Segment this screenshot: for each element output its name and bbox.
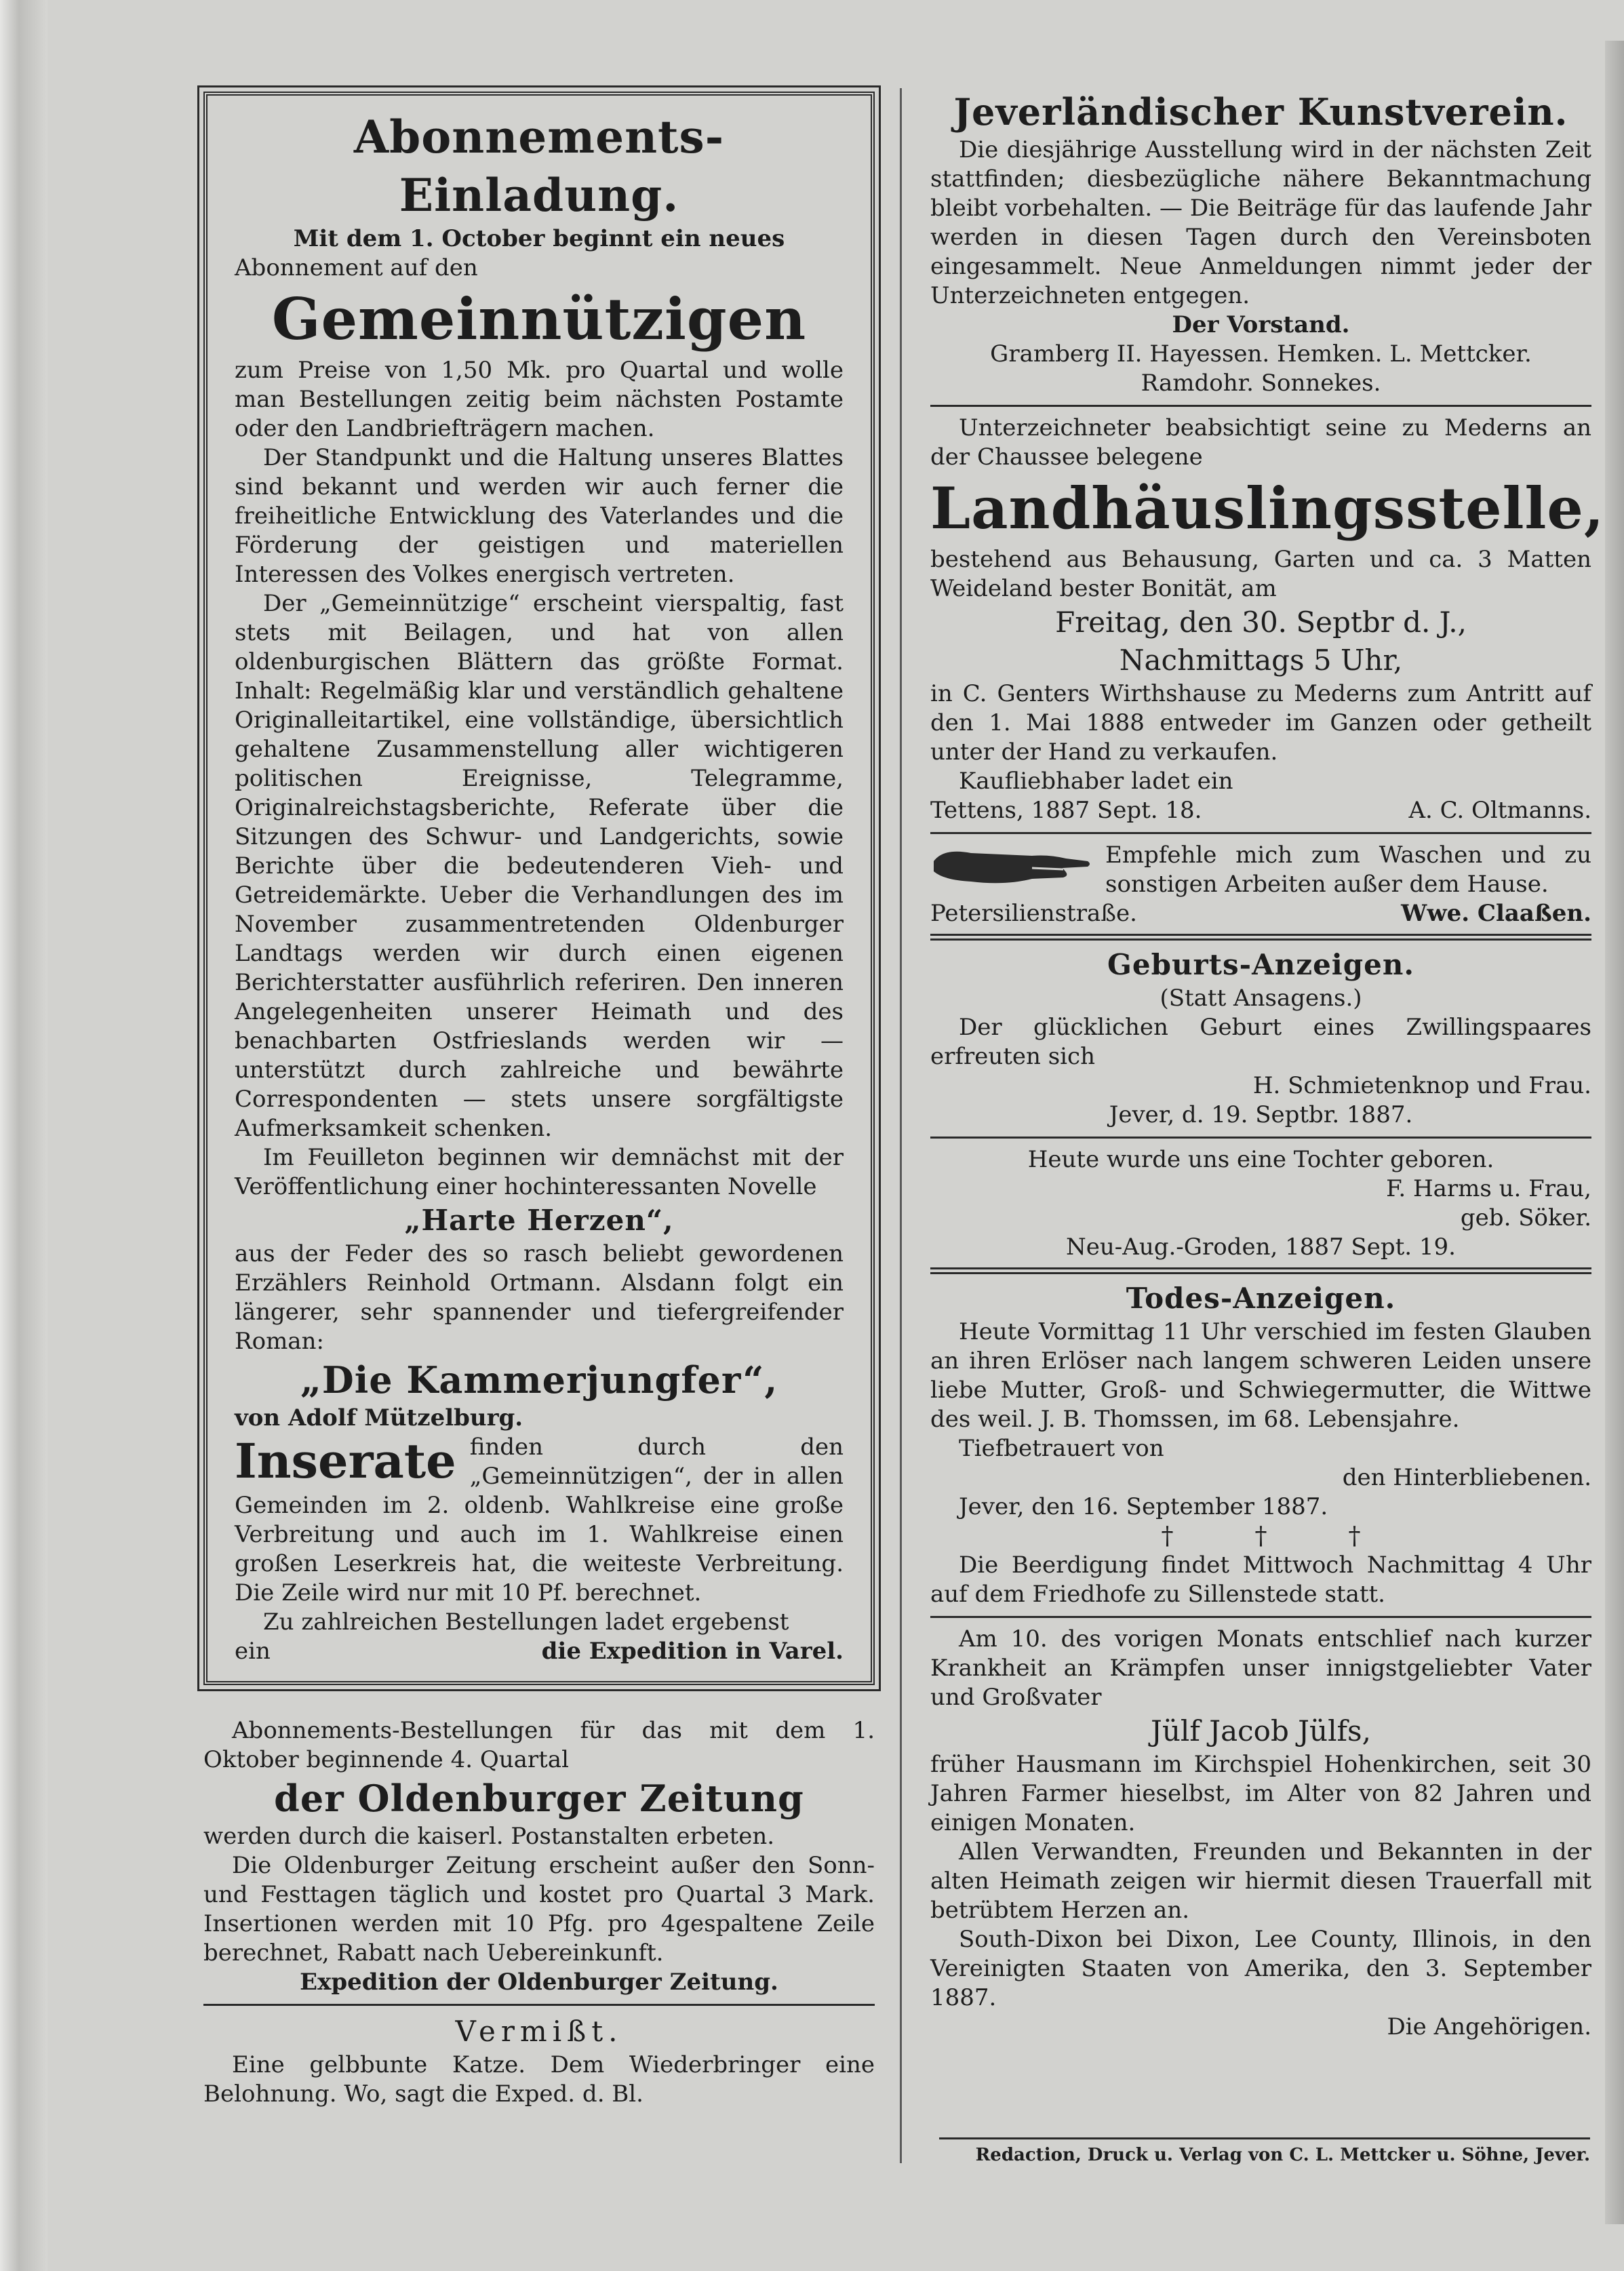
kunst-names-1: Gramberg II. Hayessen. Hemken. L. Mettcker. xyxy=(990,340,1532,368)
washing-street: Petersilienstraße. xyxy=(930,900,1137,927)
washing-signature: Wwe. Claaßen. xyxy=(1401,900,1591,927)
divider-rule xyxy=(930,832,1591,834)
inserate-heading: Inserate xyxy=(235,1433,456,1489)
column-divider xyxy=(900,88,902,2163)
kunstverein-notice xyxy=(930,88,1591,398)
death-paragraph-4: Allen Verwandten, Freunden und Bekannten in der alten Heimath zeigen wir hiermit diesen Trauerfall mit betrübtem Herzen an. xyxy=(930,1838,1591,1924)
kunst-board: Der Vorstand. xyxy=(1172,311,1350,338)
death-paragraph-1: Heute Vormittag 11 Uhr verschied im festen Glauben an ihren Erlöser nach langem schweren Leiden unsere liebe Mutter, Groß- und Schwiegermutter, die Wittwe des weil. J. B. Thomssen, im 68. Lebensjahre. xyxy=(930,1318,1591,1433)
oz-signature: Expedition der Oldenburger Zeitung. xyxy=(300,1969,778,1996)
missing-title: Vermißt. xyxy=(455,2015,623,2048)
novel-1-paragraph: aus der Feder des so rasch beliebt gewordenen Erzählers Reinhold Ortmann. Alsdann folgt ein längerer, sehr spannender und tiefergreifender Roman: xyxy=(235,1240,844,1355)
birth-date-2: Neu-Aug.-Groden, 1887 Sept. 19. xyxy=(1066,1233,1456,1261)
novel-2-title: „Die Kammerjungfer“, xyxy=(300,1358,778,1402)
closing-paragraph: Zu zahlreichen Bestellungen ladet ergebenst xyxy=(263,1608,789,1636)
birth-signature-1: H. Schmietenknop und Frau. xyxy=(1252,1072,1591,1099)
washing-text: Empfehle mich zum Waschen und zu sonstigen Arbeiten außer dem Hause. xyxy=(1105,842,1591,898)
death-name: Jülf Jacob Jülfs, xyxy=(1151,1714,1371,1747)
death-paragraph-5: South-Dixon bei Dixon, Lee County, Illinois, in den Vereinigten Staaten von Amerika, den 3. September 1887. xyxy=(930,1926,1591,2011)
price-paragraph: zum Preise von 1,50 Mk. pro Quartal und wolle man Bestellungen zeitig beim nächsten Postamte oder den Landbriefträgern machen. xyxy=(235,357,844,442)
washing-ad xyxy=(930,841,1591,928)
closing-ein: ein xyxy=(235,1638,271,1665)
subscription-invitation-box xyxy=(203,92,875,1685)
birth-signature-2a: F. Harms u. Frau, xyxy=(1386,1175,1591,1202)
inserate-paragraph: finden durch den „Gemeinnützigen“, der in allen Gemeinden im 2. oldenb. Wahlkreise eine große Verbreitung und auch im 1. Wahlkreise einen großen Leserkreis hat, die weiteste Verbreitung. Die Zeile wird nur mit 10 Pf. berechnet. xyxy=(235,1434,844,1606)
birth-announcements xyxy=(930,946,1591,1262)
birth-signature-2b: geb. Söker. xyxy=(1460,1204,1591,1231)
divider-rule xyxy=(930,1137,1591,1139)
divider-rule xyxy=(930,1616,1591,1618)
oz-title: der Oldenburger Zeitung xyxy=(274,1777,804,1820)
crosses-row xyxy=(930,1522,1591,1551)
birth-title: Geburts-Anzeigen. xyxy=(1107,948,1414,981)
land-paragraph-1: bestehend aus Behausung, Garten und ca. 3 Matten Weideland bester Bonität, am xyxy=(930,546,1591,602)
death-announcements xyxy=(930,1280,1591,2042)
page-right-edge xyxy=(1605,41,1624,2224)
page-binding-edge xyxy=(0,0,47,2271)
land-signature-row xyxy=(930,796,1591,825)
double-divider-rule xyxy=(930,1267,1591,1274)
right-column xyxy=(930,88,1605,2042)
death-title: Todes-Anzeigen. xyxy=(1126,1282,1396,1315)
birth-paragraph-1: Der glücklichen Geburt eines Zwillingspaares erfreuten sich xyxy=(930,1014,1591,1070)
birth-date-1: Jever, d. 19. Septbr. 1887. xyxy=(1109,1101,1413,1128)
death-mourn: Tiefbetrauert von xyxy=(959,1435,1164,1462)
birth-paragraph-2: Heute wurde uns eine Tochter geboren. xyxy=(1027,1146,1494,1173)
left-column xyxy=(203,92,875,2109)
land-paragraph-3: Kaufliebhaber ladet ein xyxy=(959,768,1233,795)
box-intro-line-2: Abonnement auf den xyxy=(235,254,478,281)
double-divider-rule xyxy=(930,934,1591,941)
oldenburger-zeitung-ad xyxy=(203,1716,875,1997)
pointing-hand-icon xyxy=(930,841,1093,888)
washing-ad-body xyxy=(930,841,1591,899)
death-paragraph-2: Am 10. des vorigen Monats entschlief nach kurzer Krankheit an Krämpfen unser innigstgeliebter Vater und Großvater xyxy=(930,1625,1591,1711)
inserate-block xyxy=(235,1433,844,1608)
death-paragraph-3: früher Hausmann im Kirchspiel Hohenkirchen, seit 30 Jahren Farmer hieselbst, im Alter von 82 Jahren und einigen Monaten. xyxy=(930,1751,1591,1836)
death-funeral: Die Beerdigung findet Mittwoch Nachmittag 4 Uhr auf dem Friedhofe zu Sillenstede statt. xyxy=(930,1552,1591,1608)
land-intro: Unterzeichneter beabsichtigt seine zu Mederns an der Chaussee belegene xyxy=(930,414,1591,471)
oz-line: werden durch die kaiserl. Postanstalten erbeten. xyxy=(203,1823,775,1850)
death-signature: Die Angehörigen. xyxy=(1387,2013,1591,2040)
landhaus-sale-ad xyxy=(930,414,1605,825)
oz-intro: Abonnements-Bestellungen für das mit dem 1. Oktober beginnende 4. Quartal xyxy=(203,1717,875,1773)
birth-subtitle: (Statt Ansagens.) xyxy=(1160,985,1362,1012)
standpoint-paragraph: Der Standpunkt und die Haltung unseres Blattes sind bekannt und werden wir auch ferner die freiheitliche Entwicklung des Vaterlandes und die Förderung der geistigen und materiellen Interessen des Volkes energisch vertreten. xyxy=(235,444,844,588)
paper-name: Gemeinnützigen xyxy=(271,285,807,353)
missing-cat-ad xyxy=(203,2013,875,2109)
land-signature: A. C. Oltmanns. xyxy=(1408,797,1591,824)
land-title: Landhäuslingsstelle, xyxy=(930,475,1605,542)
kunst-names-2: Ramdohr. Sonnekes. xyxy=(1141,370,1381,397)
closing-signature-row xyxy=(235,1637,844,1666)
divider-rule xyxy=(203,2004,875,2006)
death-mourn-signature: den Hinterbliebenen. xyxy=(1342,1464,1591,1491)
cross-icon: † xyxy=(1348,1522,1361,1550)
oz-paragraph: Die Oldenburger Zeitung erscheint außer den Sonn- und Festtagen täglich und kostet pro Quartal 3 Mark. Insertionen werden mit 10 Pfg. pro 4gespaltene Zeile berechnet, Rabatt nach Uebereinkunft. xyxy=(203,1852,875,1967)
missing-text: Eine gelbbunte Katze. Dem Wiederbringer eine Belohnung. Wo, sagt die Exped. d. Bl. xyxy=(203,2051,875,2108)
washing-signature-row xyxy=(930,899,1591,928)
imprint-footer: Redaction, Druck u. Verlag von C. L. Mettcker u. Söhne, Jever. xyxy=(939,2137,1590,2167)
box-intro-line-1: Mit dem 1. October beginnt ein neues xyxy=(293,225,785,252)
novel-1-title: „Harte Herzen“, xyxy=(404,1204,674,1237)
content-paragraph: Der „Gemeinnützige“ erscheint vierspaltig, fast stets mit Beilagen, und hat von allen oldenburgischen Blättern das größte Format. Inhalt: Regelmäßig klar und verständlich gehaltene Originalleitartikel, eine vollständige, übersichtlich gehaltene Zusammenstellung aller wichtigeren politischen Ereignisse, Telegramme, Originalreichstagsberichte, Referate über die Sitzungen des Schwur- und Landgerichts, sowie Berichte über die bedeutenderen Vieh- und Getreidemärkte. Ueber die Verhandlungen des im November zusammentretenden Oldenburger Landtags werden wir durch einen eigenen Berichterstatter ausführlich referiren. Den inneren Angelegenheiten unserer Heimath und des benachbarten Ostfrieslands werden wir — unterstützt durch zahlreiche und bewährte Correspondenten — stets unsere sorgfältigste Aufmerksamkeit schenken. xyxy=(235,590,844,1142)
closing-signature: die Expedition in Varel. xyxy=(541,1638,844,1665)
kunst-paragraph: Die diesjährige Ausstellung wird in der nächsten Zeit stattfinden; diesbezügliche nähere Bekanntmachung bleibt vorbehalten. — Die Beiträge für das laufende Jahr werden in diesen Tagen durch den Vereinsboten eingesammelt. Neue Anmeldungen nimmt jeder der Unterzeichneten entgegen. xyxy=(930,136,1591,309)
divider-rule xyxy=(930,405,1591,407)
land-time: Nachmittags 5 Uhr, xyxy=(1119,644,1403,677)
land-date: Freitag, den 30. Septbr d. J., xyxy=(1055,606,1467,639)
box-title: Abonnements-Einladung. xyxy=(353,111,725,222)
death-date-1: Jever, den 16. September 1887. xyxy=(959,1493,1328,1520)
novel-2-author: von Adolf Mützelburg. xyxy=(235,1404,523,1431)
land-paragraph-2: in C. Genters Wirthshause zu Mederns zum Antritt auf den 1. Mai 1888 entweder im Ganzen oder getheilt unter der Hand zu verkaufen. xyxy=(930,680,1591,766)
cross-icon: † xyxy=(1161,1522,1174,1550)
kunst-title: Jeverländischer Kunstverein. xyxy=(953,90,1568,134)
feuilleton-paragraph: Im Feuilleton beginnen wir demnächst mit der Veröffentlichung einer hochinteressanten Novelle xyxy=(235,1144,844,1200)
cross-icon: † xyxy=(1254,1522,1267,1550)
land-place: Tettens, 1887 Sept. 18. xyxy=(930,797,1202,824)
